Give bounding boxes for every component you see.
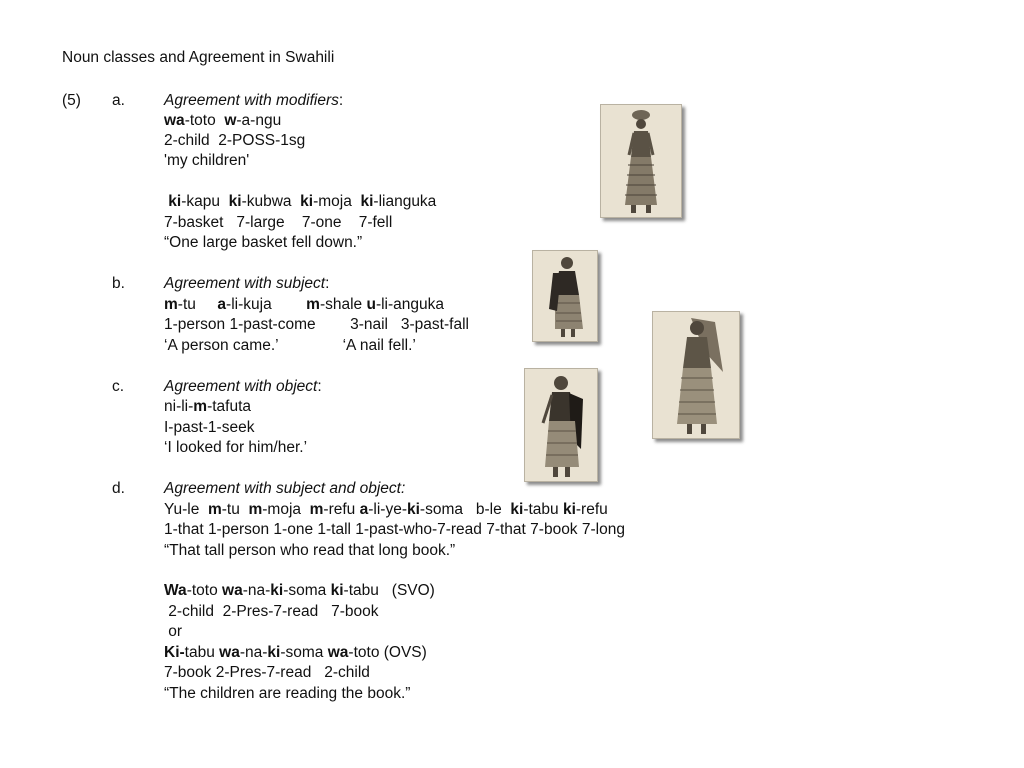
label-d: d.: [112, 480, 125, 497]
or-text: or: [164, 623, 183, 640]
gloss-c: I-past-1-seek: [164, 419, 255, 436]
gloss-a2: 7-basket 7-large 7-one 7-fell: [164, 214, 393, 231]
heading-b: Agreement with subject:: [164, 275, 330, 292]
woman-carrying-basket-image: [600, 104, 682, 218]
translation-a2: “One large basket fell down.”: [164, 234, 363, 251]
label-a: a.: [112, 92, 125, 109]
gloss-b: 1-person 1-past-come 3-nail 3-past-fall: [164, 316, 469, 333]
gloss-d3: 7-book 2-Pres-7-read 2-child: [164, 664, 370, 681]
example-b: m-tu a-li-kuja m-shale u-li-anguka: [164, 296, 445, 313]
translation-a1: 'my children': [164, 152, 250, 169]
example-d1: Yu-le m-tu m-moja m-refu a-li-ye-ki-soma b-le ki-tabu ki-refu: [164, 501, 608, 518]
heading-d: Agreement with subject and object:: [164, 480, 406, 497]
example-a1: wa-toto w-a-ngu: [164, 112, 282, 129]
label-b: b.: [112, 275, 125, 292]
label-c: c.: [112, 378, 125, 395]
translation-d1: “That tall person who read that long book.”: [164, 542, 456, 559]
woman-in-cloak-image: [532, 250, 598, 342]
translation-c: ‘I looked for him/her.’: [164, 439, 308, 456]
example-c: ni-li-m-tafuta: [164, 398, 252, 415]
woman-with-veil-image: [652, 311, 740, 439]
heading-c: Agreement with object:: [164, 378, 322, 395]
example-d2: Wa-toto wa-na-ki-soma ki-tabu (SVO): [164, 582, 435, 599]
gloss-d1: 1-that 1-person 1-one 1-tall 1-past-who-7-read 7-that 7-book 7-long: [164, 521, 625, 538]
woman-in-dark-wrap-image: [524, 368, 598, 482]
page-title: Noun classes and Agreement in Swahili: [62, 49, 335, 66]
translation-d3: “The children are reading the book.”: [164, 685, 411, 702]
gloss-a1: 2-child 2-POSS-1sg: [164, 132, 306, 149]
example-number: (5): [62, 92, 81, 109]
translation-b: ‘A person came.’ ‘A nail fell.’: [164, 337, 416, 354]
example-d3: Ki-tabu wa-na-ki-soma wa-toto (OVS): [164, 644, 427, 661]
gloss-d2: 2-child 2-Pres-7-read 7-book: [164, 603, 379, 620]
example-a2: ki-kapu ki-kubwa ki-moja ki-lianguka: [164, 193, 437, 210]
heading-a: Agreement with modifiers:: [164, 92, 344, 109]
